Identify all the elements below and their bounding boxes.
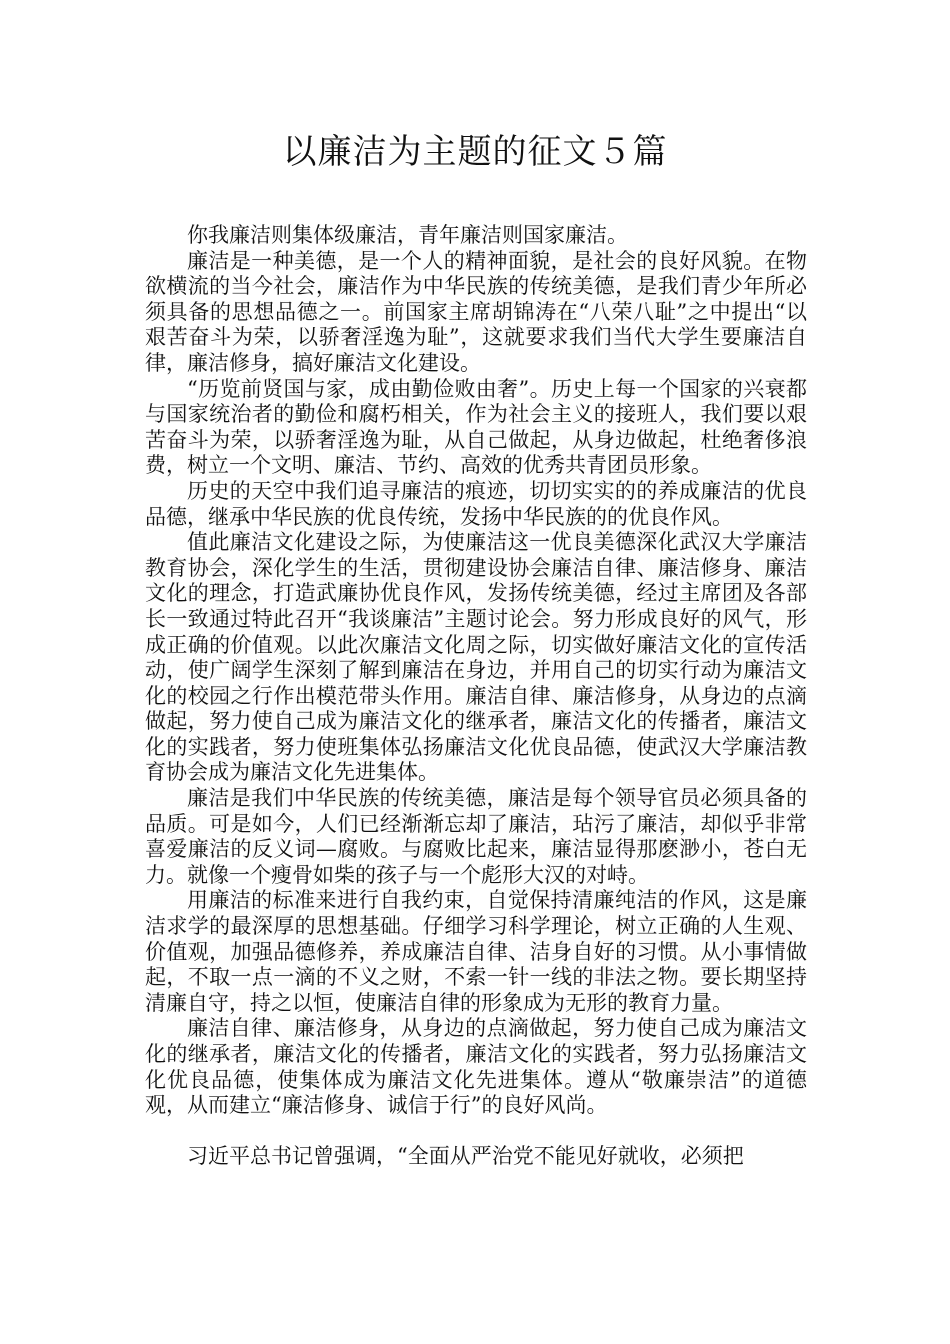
- paragraph-1: 你我廉洁则集体级廉洁，青年廉洁则国家廉洁。: [187, 223, 628, 247]
- paragraph-5: 值此廉洁文化建设之际，为使廉洁这一优良美德深化武汉大学廉洁教育协会，深化学生的生活，贯彻建设协会廉洁自律、廉洁修身、廉洁文化的理念，打造武廉协优良作风，发扬传统美德，经过主席团及各部长一致通过特此召开“我谈廉洁”主题讨论会。努力形成良好的风气，形成正确的价值观。以此次廉洁文化周之际，切实做好廉洁文化的宣传活动，使广阔学生深刻了解到廉洁在身边，并用自己的切实行动为廉洁文化的校园之行作出模范带头作用。廉洁自律、廉洁修身，从身边的点滴做起，努力使自己成为廉洁文化的继承者，廉洁文化的传播者，廉洁文化的实践者，努力使班集体弘扬廉洁文化优良品德，使武汉大学廉洁教育协会成为廉洁文化先进集体。: [145, 530, 807, 785]
- paragraph-3: “历览前贤国与家，成由勤俭败由奢”。历史上每一个国家的兴衰都与国家统治者的勤俭和腐朽相关，作为社会主义的接班人，我们要以艰苦奋斗为荣，以骄奢淫逸为耻，从自己做起，从身边做起，杜绝奢侈浪费，树立一个文明、廉洁、节约、高效的优秀共青团员形象。: [145, 376, 807, 478]
- paragraph-7: 用廉洁的标准来进行自我约束，自觉保持清廉纯洁的作风，这是廉洁求学的最深厚的思想基础。仔细学习科学理论，树立正确的人生观、价值观，加强品德修养，养成廉洁自律、洁身自好的习惯。从小事情做起，不取一点一滴的不义之财，不索一针一线的非法之物。要长期坚持清廉自守，持之以恒，使廉洁自律的形象成为无形的教育力量。: [145, 888, 807, 1015]
- paragraph-9: 习近平总书记曾强调，“全面从严治党不能见好就收，必须把: [187, 1144, 744, 1169]
- paragraph-6: 廉洁是我们中华民族的传统美德，廉洁是每个领导官员必须具备的品质。可是如今，人们已经渐渐忘却了廉洁，玷污了廉洁，却似乎非常喜爱廉洁的反义词—腐败。与腐败比起来，廉洁显得那麽渺小，苍白无力。就像一个瘦骨如柴的孩子与一个彪形大汉的对峙。: [145, 786, 807, 887]
- document-body: [145, 223, 807, 1170]
- paragraph-8: 廉洁自律、廉洁修身，从身边的点滴做起，努力使自己成为廉洁文化的继承者，廉洁文化的传播者，廉洁文化的实践者，努力弘扬廉洁文化优良品德，使集体成为廉洁文化先进集体。遵从“敬廉崇洁”的道德观，从而建立“廉洁修身、诚信于行”的良好风尚。: [145, 1016, 807, 1118]
- paragraph-2: 廉洁是一种美德，是一个人的精神面貌，是社会的良好风貌。在物欲横流的当今社会，廉洁作为中华民族的传统美德，是我们青少年所必须具备的思想品德之一。前国家主席胡锦涛在“八荣八耻”之中提出“以艰苦奋斗为荣，以骄奢淫逸为耻”，这就要求我们当代大学生要廉洁自律，廉洁修身，搞好廉洁文化建设。: [145, 248, 807, 375]
- document-title: 以廉洁为主题的征文５篇: [282, 132, 668, 172]
- paragraph-4: 历史的天空中我们追寻廉洁的痕迹，切切实实的的养成廉洁的优良品德，继承中华民族的优良传统，发扬中华民族的的优良作风。: [145, 478, 807, 529]
